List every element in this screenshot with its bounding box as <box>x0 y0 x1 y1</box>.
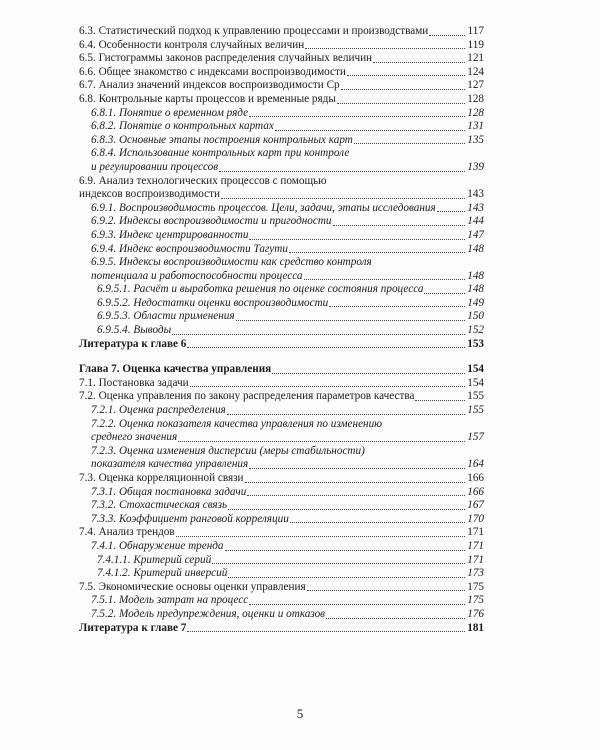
toc-line <box>79 390 484 404</box>
dot-leader <box>437 211 465 212</box>
toc-entry-continuation: показателя качества управления <box>91 458 249 471</box>
toc-line <box>79 622 484 636</box>
toc-entry <box>79 79 484 93</box>
toc-entry-page: 148 <box>467 269 484 282</box>
toc-entry-title: 6.9. Анализ технологических процессов с помощью <box>79 174 327 187</box>
toc-entry-title: Глава 7. Оценка качества управления <box>79 363 272 376</box>
toc-line <box>79 270 484 284</box>
toc-entry <box>79 229 484 243</box>
toc-entry-page: 164 <box>467 458 484 471</box>
toc-entry-page: 150 <box>467 310 484 323</box>
toc-entry <box>79 567 484 581</box>
toc-entry-title: 7.2. Оценка управления по закону распределения параметров качества <box>79 390 415 403</box>
toc-entry-page: 121 <box>467 52 484 65</box>
toc-line <box>79 472 484 486</box>
toc-entry-title: 7.5. Экономические основы оценки управления <box>79 580 306 593</box>
toc-entry-title: 6.9.5.2. Недостатки оценки воспроизводимости <box>97 296 329 309</box>
table-of-contents <box>79 25 484 635</box>
toc-entry <box>79 39 484 53</box>
toc-entry <box>79 377 484 391</box>
toc-entry <box>79 622 484 636</box>
toc-entry <box>79 486 484 500</box>
dot-leader <box>172 334 465 335</box>
toc-entry <box>79 499 484 513</box>
toc-line <box>79 594 484 608</box>
toc-line <box>79 243 484 257</box>
toc-entry-title: 7.3.1. Общая постановка задачи <box>91 485 247 498</box>
toc-line <box>79 540 484 554</box>
toc-entry-title: 7.2.1. Оценка распределения <box>91 404 226 417</box>
toc-entry-page: 181 <box>467 621 484 634</box>
toc-entry-page: 131 <box>467 120 484 133</box>
toc-line <box>79 79 484 93</box>
dot-leader <box>227 414 465 415</box>
dot-leader <box>354 143 465 144</box>
dot-leader <box>249 468 465 469</box>
toc-line <box>79 404 484 418</box>
toc-entry <box>79 324 484 338</box>
toc-line <box>79 608 484 622</box>
toc-entry <box>79 581 484 595</box>
toc-entry-page: 155 <box>467 390 484 403</box>
toc-line <box>79 283 484 297</box>
toc-entry <box>79 215 484 229</box>
toc-entry-continuation: индексов воспроизводимости <box>79 188 221 201</box>
toc-entry-page: 166 <box>467 472 484 484</box>
toc-entry-page: 152 <box>467 324 484 337</box>
toc-line <box>79 377 484 391</box>
toc-entry-page: 128 <box>467 106 484 119</box>
toc-entry <box>79 310 484 324</box>
toc-entry-page: 119 <box>467 38 484 51</box>
toc-entry <box>79 445 484 472</box>
dot-leader <box>249 116 465 117</box>
toc-entry-title: 7.4. Анализ трендов <box>79 526 175 539</box>
toc-entry <box>79 256 484 283</box>
toc-line <box>79 338 484 352</box>
toc-entry <box>79 52 484 66</box>
toc-entry-title: 6.9.1. Воспроизводимость процессов. Цели, задачи, этапы исследования <box>91 201 436 214</box>
toc-entry-title: 6.9.5.3. Области применения <box>97 310 235 323</box>
toc-entry <box>79 404 484 418</box>
dot-leader <box>245 482 465 483</box>
toc-entry-page: 166 <box>467 485 484 498</box>
toc-line <box>79 202 484 216</box>
toc-entry-title: 6.8.3. Основные этапы построения контрольных карт <box>91 133 353 146</box>
toc-entry-page: 154 <box>467 376 484 389</box>
toc-entry-page: 175 <box>467 594 484 607</box>
toc-entry-title: 6.8.2. Понятие о контрольных картах <box>91 120 274 133</box>
toc-entry <box>79 594 484 608</box>
toc-line <box>79 215 484 229</box>
dot-leader <box>221 198 465 199</box>
toc-line <box>79 458 484 472</box>
toc-line <box>79 486 484 500</box>
toc-entry-page: 154 <box>467 363 484 376</box>
dot-leader <box>228 577 465 578</box>
dot-leader <box>373 62 465 63</box>
dot-leader <box>304 279 466 280</box>
toc-entry <box>79 120 484 134</box>
toc-entry-title: 6.4. Особенности контроля случайных величин <box>79 38 305 51</box>
toc-entry <box>79 608 484 622</box>
toc-entry <box>79 418 484 445</box>
dot-leader <box>178 441 465 442</box>
toc-line <box>79 39 484 53</box>
toc-entry-title: 7.5.1. Модель затрат на процесс <box>91 594 249 607</box>
toc-entry <box>79 202 484 216</box>
toc-entry-page: 171 <box>467 539 484 552</box>
toc-entry-page: 135 <box>467 133 484 146</box>
toc-entry <box>79 175 484 202</box>
toc-entry-title: 6.9.5.1. Расчёт и выработка решения по оценке состояния процесса <box>97 283 424 296</box>
toc-entry-page: 144 <box>467 215 484 228</box>
toc-entry <box>79 25 484 39</box>
toc-entry-title: 7.1. Постановка задачи <box>79 376 189 389</box>
dot-leader <box>329 306 465 307</box>
toc-entry-page: 153 <box>467 337 484 350</box>
toc-line <box>79 554 484 568</box>
toc-entry <box>79 540 484 554</box>
toc-line <box>79 93 484 107</box>
toc-entry-title: 7.3.2. Стохастическая связь <box>91 499 228 512</box>
dot-leader <box>424 293 465 294</box>
page-number: 5 <box>296 706 304 721</box>
dot-leader <box>236 320 465 321</box>
dot-leader <box>289 252 465 253</box>
toc-entry-page: 143 <box>467 201 484 214</box>
toc-line <box>79 229 484 243</box>
toc-entry <box>79 513 484 527</box>
toc-entry-title: 6.8. Контрольные карты процессов и временные ряды <box>79 92 336 105</box>
toc-entry-title: 7.4.1.1. Критерий серий <box>97 553 212 566</box>
toc-entry <box>79 283 484 297</box>
toc-entry-title: 7.3.3. Коэффициент ранговой корреляции <box>91 512 289 525</box>
toc-line <box>79 526 484 540</box>
toc-entry-title: 6.9.2. Индексы воспроизводимости и пригодности <box>91 215 332 228</box>
toc-entry-title: 6.5. Гистограммы законов распределения случайных величин <box>79 52 373 65</box>
toc-entry-page: 170 <box>467 512 484 525</box>
toc-entry-title: 6.9.5. Индексы воспроизводимости как средство контроля <box>91 256 372 269</box>
dot-leader <box>176 536 465 537</box>
toc-entry-title: 7.4.1. Обнаружение тренда <box>91 539 224 552</box>
dot-leader <box>333 225 465 226</box>
toc-entry-title: 6.8.1. Понятие о временном ряде <box>91 106 249 119</box>
toc-line <box>79 567 484 581</box>
toc-line <box>79 134 484 148</box>
toc-line <box>79 363 484 377</box>
dot-leader <box>326 618 465 619</box>
toc-entry <box>79 338 484 352</box>
dot-leader <box>272 373 465 374</box>
toc-entry-page: 155 <box>467 404 484 417</box>
dot-leader <box>187 347 465 348</box>
toc-entry-page: 127 <box>467 79 484 92</box>
toc-line <box>79 120 484 134</box>
toc-entry-title: 6.9.3. Индекс центрированности <box>91 228 249 241</box>
toc-entry-page: 171 <box>467 526 484 539</box>
toc-entry <box>79 363 484 377</box>
toc-entry-page: 124 <box>467 65 484 78</box>
toc-entry-page: 176 <box>467 607 484 620</box>
toc-entry-title: Литература к главе 6 <box>79 337 187 350</box>
dot-leader <box>212 563 465 564</box>
dot-leader <box>225 550 465 551</box>
toc-entry <box>79 66 484 80</box>
toc-entry-page: 117 <box>467 25 484 37</box>
toc-entry <box>79 147 484 174</box>
toc-line <box>79 499 484 513</box>
toc-line <box>79 25 484 39</box>
toc-entry <box>79 554 484 568</box>
dot-leader <box>429 35 465 36</box>
dot-leader <box>190 386 465 387</box>
toc-entry-title: 6.6. Общее знакомство с индексами воспроизводимости <box>79 65 346 78</box>
toc-entry <box>79 472 484 486</box>
toc-entry <box>79 93 484 107</box>
toc-line <box>79 310 484 324</box>
toc-line <box>79 188 484 202</box>
toc-entry-continuation: и регулировании процессов <box>91 160 219 173</box>
toc-entry-title: 7.5.2. Модель предупреждения, оценки и отказов <box>91 607 326 620</box>
toc-entry-page: 147 <box>467 228 484 241</box>
toc-line <box>79 513 484 527</box>
dot-leader <box>415 400 465 401</box>
toc-line <box>79 107 484 121</box>
toc-entry-page: 175 <box>467 580 484 593</box>
toc-entry-title: 7.2.2. Оценка показателя качества управления по изменению <box>91 417 383 430</box>
dot-leader <box>247 495 465 496</box>
dot-leader <box>341 89 465 90</box>
dot-leader <box>307 590 465 591</box>
toc-line <box>79 581 484 595</box>
toc-line <box>79 52 484 66</box>
toc-entry-page: 157 <box>467 431 484 444</box>
toc-entry <box>79 107 484 121</box>
dot-leader <box>305 48 465 49</box>
toc-entry-page: 148 <box>467 242 484 255</box>
toc-line <box>79 297 484 311</box>
toc-entry <box>79 243 484 257</box>
toc-entry-title: 6.9.4. Индекс воспроизводимости Тагути <box>91 242 288 255</box>
toc-entry-page: 167 <box>467 499 484 512</box>
toc-entry <box>79 390 484 404</box>
toc-entry-title: Литература к главе 7 <box>79 621 187 634</box>
dot-leader <box>337 103 465 104</box>
toc-entry-title: 7.2.3. Оценка изменения дисперсии (меры стабильности) <box>91 444 365 457</box>
toc-entry-title: 6.7. Анализ значений индексов воспроизводимости Cp <box>79 79 340 92</box>
toc-line <box>79 66 484 80</box>
toc-entry-page: 139 <box>467 160 484 173</box>
dot-leader <box>249 604 465 605</box>
dot-leader <box>275 130 465 131</box>
toc-entry <box>79 297 484 311</box>
dot-leader <box>290 522 465 523</box>
dot-leader <box>228 509 465 510</box>
dot-leader <box>249 239 465 240</box>
toc-entry-page: 173 <box>467 567 484 580</box>
toc-entry <box>79 134 484 148</box>
toc-entry-continuation: потенциала и работоспособности процесса <box>91 269 303 282</box>
toc-entry-page: 143 <box>467 188 484 201</box>
section-gap <box>79 351 484 363</box>
toc-entry-continuation: среднего значения <box>91 431 178 444</box>
dot-leader <box>219 171 465 172</box>
toc-line <box>79 161 484 175</box>
toc-entry-title: 6.8.4. Использование контрольных карт при контроле <box>91 147 350 160</box>
toc-line <box>79 431 484 445</box>
toc-entry-page: 171 <box>467 553 484 566</box>
toc-entry-page: 148 <box>467 283 484 296</box>
dot-leader <box>347 75 465 76</box>
toc-entry-page: 149 <box>467 296 484 309</box>
toc-entry-title: 7.3. Оценка корреляционной связи <box>79 472 244 484</box>
toc-entry-title: 6.3. Статистический подход к управлению процессами и производствами <box>79 25 429 37</box>
toc-entry-title: 6.9.5.4. Выводы <box>97 324 172 337</box>
dot-leader <box>187 631 465 632</box>
toc-entry-page: 128 <box>467 92 484 105</box>
toc-entry-title: 7.4.1.2. Критерий инверсий <box>97 567 228 580</box>
toc-line <box>79 324 484 338</box>
toc-entry <box>79 526 484 540</box>
